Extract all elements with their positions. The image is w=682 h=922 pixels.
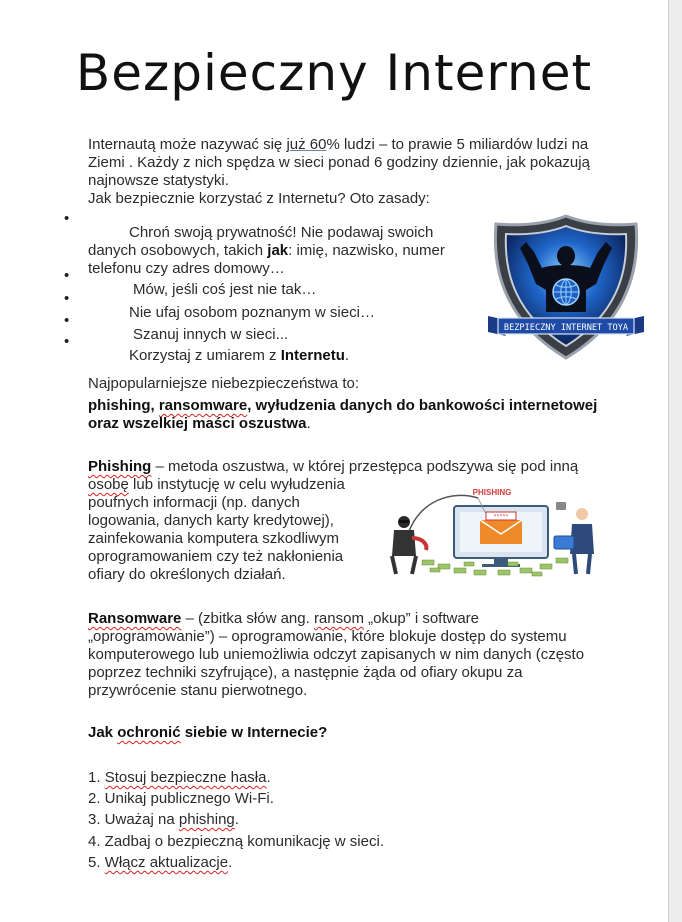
protect-item-text: . bbox=[228, 854, 233, 871]
rule-text: : imię, nazwisko, numer bbox=[288, 242, 445, 259]
rule-text: . bbox=[344, 347, 350, 364]
threats-text: . bbox=[306, 415, 311, 432]
phone-icon bbox=[556, 502, 566, 510]
ransomware-text: – (zbitka słów ang. bbox=[181, 610, 314, 627]
intro-text: % ludzi – to prawie 5 miliardów ludzi na bbox=[326, 136, 589, 153]
bullet-icon: • bbox=[64, 290, 70, 307]
phishing-line-4: logowania, danych karty kredytowej), bbox=[88, 512, 334, 529]
credit-card-icon bbox=[554, 536, 574, 549]
protect-item-text: 3. Uważaj na bbox=[88, 811, 179, 828]
protect-item-text: Stosuj bezpieczne hasła bbox=[104, 769, 267, 786]
phishing-illustration bbox=[382, 484, 604, 578]
phishing-label: PHISHING bbox=[472, 488, 512, 497]
svg-text:*****: ***** bbox=[493, 514, 509, 520]
ransomware-line-4: poprzez techniki szyfrujące), a następnie żąda od ofiary okupu za bbox=[88, 664, 523, 681]
ransomware-term: Ransomware bbox=[88, 610, 182, 627]
bullet-icon: • bbox=[64, 267, 70, 284]
victim-icon bbox=[576, 508, 588, 520]
shield-logo bbox=[486, 212, 646, 362]
intro-stat: już 60 bbox=[286, 136, 327, 153]
threats-term: ransomware bbox=[158, 397, 248, 414]
threats-text: oraz wszelkiej maści oszustwa bbox=[88, 415, 307, 432]
protect-item-number: 1. bbox=[88, 769, 105, 786]
protect-item-3 bbox=[88, 811, 239, 829]
rule-2: Mów, jeśli coś jest nie tak… bbox=[133, 281, 317, 298]
phishing-term: Phishing bbox=[88, 458, 152, 475]
rule-1-line-3: telefonu czy adres domowy… bbox=[88, 260, 285, 277]
protect-item-5 bbox=[88, 854, 232, 872]
rule-1-line-1: Chroń swoją prywatność! Nie podawaj swoich bbox=[129, 224, 434, 241]
phishing-line-3: poufnych informacji (np. danych bbox=[88, 494, 300, 511]
protect-item-2: 2. Unikaj publicznego Wi-Fi. bbox=[88, 790, 274, 807]
phishing-line-1 bbox=[88, 458, 578, 476]
phishing-text: osobę bbox=[88, 476, 129, 493]
page-title: Bezpieczny Internet bbox=[75, 44, 593, 102]
ransomware-line-5: przywrócenie stanu pierwotnego. bbox=[88, 682, 308, 699]
threats-line-2 bbox=[88, 415, 311, 433]
ransomware-line-2: „oprogramowanie”) – oprogramowanie, które blokuje dostęp do systemu bbox=[88, 628, 567, 645]
threats-line-1 bbox=[88, 397, 597, 415]
bullet-icon: • bbox=[64, 333, 70, 350]
rule-5 bbox=[129, 347, 349, 365]
page-edge bbox=[668, 0, 682, 922]
intro-text: Internautą może nazywać się bbox=[88, 136, 287, 153]
protect-heading-text: Jak bbox=[88, 724, 118, 741]
ransomware-line-1 bbox=[88, 610, 479, 628]
protect-heading bbox=[88, 724, 327, 742]
protect-item-text: Włącz aktualizacje bbox=[104, 854, 229, 871]
ransomware-text: „okup” i software bbox=[363, 610, 480, 627]
ransomware-line-3: komputerowego lub uniemożliwia odczyt zapisanych w nim danych (często bbox=[88, 646, 585, 663]
phishing-line-6: oprogramowaniem czy też nakłonienia bbox=[88, 548, 344, 565]
bullet-icon: • bbox=[64, 210, 70, 227]
figure-head bbox=[557, 246, 575, 266]
phishing-text: lub instytucję w celu wyłudzenia bbox=[128, 476, 345, 493]
threats-intro: Najpopularniejsze niebezpieczeństwa to: bbox=[88, 375, 359, 392]
rule-text: Korzystaj z umiarem z bbox=[129, 347, 281, 364]
rule-bold: Internetu bbox=[280, 347, 345, 364]
intro-question: Jak bezpiecznie korzystać z Internetu? Oto zasady: bbox=[88, 190, 430, 207]
protect-item-text: phishing bbox=[178, 811, 235, 828]
logo-text: BEZPIECZNY INTERNET TOYA bbox=[503, 323, 629, 333]
intro-line-1 bbox=[88, 136, 588, 154]
intro-line-3: najnowsze statystyki. bbox=[88, 172, 229, 189]
phishing-line-5: zainfekowania komputera szkodliwym bbox=[88, 530, 339, 547]
protect-item-text: . bbox=[266, 769, 271, 786]
phishing-line-2 bbox=[88, 476, 345, 494]
protect-heading-text: ochronić bbox=[117, 724, 181, 741]
bullet-icon: • bbox=[64, 312, 70, 329]
rule-text: danych osobowych, takich bbox=[88, 242, 268, 259]
phishing-line-7: ofiary do określonych działań. bbox=[88, 566, 286, 583]
rule-1-line-2 bbox=[88, 242, 445, 260]
ransomware-text: ransom bbox=[313, 610, 364, 627]
threats-text: phishing, bbox=[88, 397, 159, 414]
protect-item-text: . bbox=[234, 811, 239, 828]
phishing-text: – metoda oszustwa, w której przestępca podszywa się pod inną bbox=[151, 458, 579, 475]
rule-bold: jak bbox=[267, 242, 289, 259]
protect-heading-text: siebie w Internecie? bbox=[180, 724, 328, 741]
protect-item-4: 4. Zadbaj o bezpieczną komunikację w sieci. bbox=[88, 833, 384, 850]
rule-3: Nie ufaj osobom poznanym w sieci… bbox=[129, 304, 375, 321]
intro-line-2: Ziemi . Każdy z nich spędza w sieci ponad 6 godziny dziennie, jak pokazują bbox=[88, 154, 590, 171]
rule-4: Szanuj innych w sieci... bbox=[133, 326, 289, 343]
protect-item-number: 5. bbox=[88, 854, 105, 871]
protect-item-1 bbox=[88, 769, 271, 787]
threats-text: , wyłudzenia danych do bankowości internetowej bbox=[247, 397, 598, 414]
